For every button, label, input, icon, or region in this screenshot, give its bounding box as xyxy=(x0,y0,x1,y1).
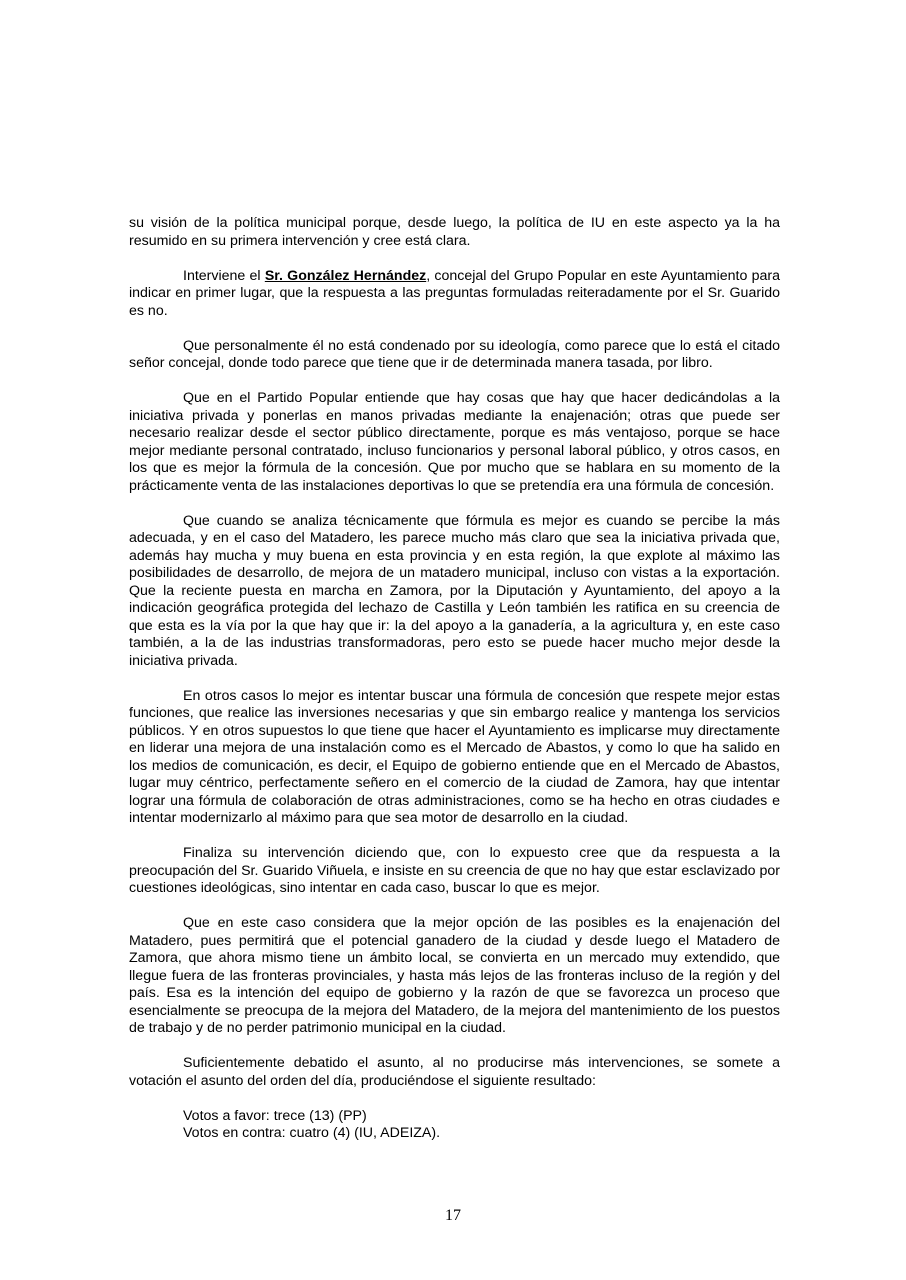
paragraph: Finaliza su intervención diciendo que, con lo expuesto cree que da respuesta a la preocupación del Sr. Guarido Viñuela, e insiste en su creencia de que no hay que estar esclavizado por cuestiones ideológicas, sino intentar en cada caso, buscar lo que es mejor. xyxy=(129,845,780,896)
paragraph-text: Interviene el xyxy=(183,267,265,284)
page-number: 17 xyxy=(445,1207,461,1224)
paragraph: su visión de la política municipal porque, desde luego, la política de IU en este aspecto ya la ha resumido en su primera intervención y cree está clara. xyxy=(129,215,780,249)
paragraph: Que personalmente él no está condenado por su ideología, como parece que lo está el citado señor concejal, donde todo parece que tiene que ir de determinada manera tasada, por libro. xyxy=(129,337,780,371)
speaker-name: Sr. González Hernández xyxy=(264,267,427,284)
votes-favor: Votos a favor: trece (13) (PP) xyxy=(183,1107,367,1124)
paragraph: En otros casos lo mejor es intentar buscar una fórmula de concesión que respete mejor estas funciones, que realice las inversiones necesarias y que sin embargo realice y mantenga los servicios públicos. Y en otros supuestos lo que tiene que hacer el Ayuntamiento es implicarse muy directamente en liderar una mejora de una instalación como es el Mercado de Abastos, y como lo que ha salido en los medios de comunicación, es decir, el Equipo de gobierno entiende que en el Mercado de Abastos, lugar muy céntrico, perfectamente señero en el comercio de la ciudad de Zamora, hay que intentar lograr una fórmula de colaboración de otras administraciones, como se ha hecho en otras ciudades e intentar modernizarlo al máximo para que sea motor de desarrollo en la ciudad. xyxy=(129,687,780,826)
paragraph: Suficientemente debatido el asunto, al no producirse más intervenciones, se somete a votación el asunto del orden del día, produciéndose el siguiente resultado: xyxy=(129,1055,780,1089)
paragraph xyxy=(129,268,780,321)
paragraph: Que en este caso considera que la mejor opción de las posibles es la enajenación del Matadero, pues permitirá que el potencial ganadero de la ciudad y desde luego el Matadero de Zamora, que ahora mismo tiene un ámbito local, se convierta en un mercado muy extendido, que llegue fuera de las fronteras provinciales, y hasta más lejos de las fronteras incluso de la región y del país. Esa es la intención del equipo de gobierno y la razón de que se favorezca un proceso que esencialmente se preocupa de la mejora del Matadero, de la mejora del mantenimiento de los puestos de trabajo y de no perder patrimonio municipal en la ciudad. xyxy=(129,915,780,1036)
paragraph-text: , concejal del Grupo Popular en este Ayuntamiento para indicar en primer lugar, que la respuesta a las preguntas formuladas reiteradamente por el Sr. Guarido es no. xyxy=(129,267,780,319)
paragraph: Que en el Partido Popular entiende que hay cosas que hay que hacer dedicándolas a la iniciativa privada y ponerlas en manos privadas mediante la enajenación; otras que puede ser necesario realizar desde el sector público directamente, porque es más ventajoso, porque se hace mejor mediante personal contratado, incluso funcionarios y personal laboral público, y otros casos, en los que es mejor la fórmula de la concesión. Que por mucho que se hablara en su momento de la prácticamente venta de las instalaciones deportivas lo que se pretendía era una fórmula de concesión. xyxy=(129,390,780,494)
votes-contra: Votos en contra: cuatro (4) (IU, ADEIZA). xyxy=(183,1125,441,1141)
paragraph: Que cuando se analiza técnicamente que fórmula es mejor es cuando se percibe la más adecuada, y en el caso del Matadero, les parece mucho más claro que sea la iniciativa privada que, además hay mucha y muy buena en esta provincia y en esta región, la que explote al máximo las posibilidades de desarrollo, de mejora de un matadero municipal, incluso con vistas a la exportación. Que la reciente puesta en marcha en Zamora, por la Diputación y Ayuntamiento, del apoyo a la indicación geográfica protegida del lechazo de Castilla y León también les ratifica en su creencia de que esta es la vía por la que hay que ir: la del apoyo a la ganadería, a la agricultura y, en este caso también, a la de las industrias transformadoras, pero esto se puede hacer mucho mejor desde la iniciativa privada. xyxy=(129,512,780,669)
document-body xyxy=(129,215,780,1143)
vote-results xyxy=(129,1108,780,1143)
